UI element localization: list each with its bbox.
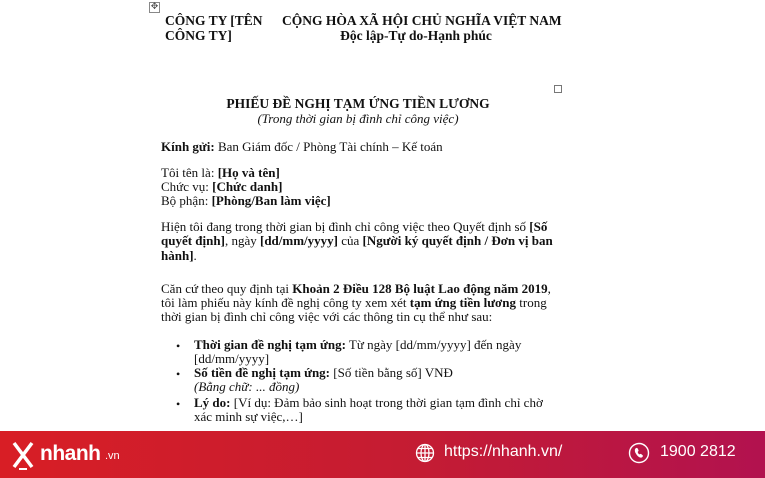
text-segment: quyết định] bbox=[161, 233, 225, 248]
checkbox-marker bbox=[554, 85, 562, 93]
text-segment bbox=[14, 443, 32, 467]
text-segment bbox=[161, 234, 553, 248]
text-segment: Kính gửi: bbox=[161, 139, 215, 154]
text-segment: • bbox=[176, 397, 181, 411]
text-segment: • bbox=[176, 339, 181, 353]
text-segment: [Phòng/Ban làm việc] bbox=[211, 193, 331, 208]
text-segment: , ngày bbox=[224, 233, 260, 248]
national-header bbox=[282, 13, 562, 43]
document-subtitle: (Trong thời gian bị đình chỉ công việc) bbox=[257, 111, 459, 126]
list-item bbox=[194, 366, 453, 380]
text-segment bbox=[161, 310, 492, 324]
text-segment: trong bbox=[516, 295, 547, 310]
text-segment: của bbox=[337, 233, 363, 248]
text-segment bbox=[161, 296, 547, 310]
text-segment: [Ví dụ: Đảm bảo sinh hoạt trong thời gian tạm đình chỉ chờ bbox=[230, 395, 543, 410]
globe-icon bbox=[415, 443, 435, 466]
text-segment: Từ ngày [dd/mm/yyyy] đến ngày bbox=[345, 337, 522, 352]
greeting bbox=[161, 140, 443, 154]
text-segment: Độc lập-Tự do-Hạnh phúc bbox=[340, 28, 492, 43]
text-segment: tạm ứng tiền lương bbox=[409, 295, 516, 310]
text-segment: Bộ phận: bbox=[161, 193, 212, 208]
phone-number[interactable]: 1900 2812 bbox=[660, 443, 736, 460]
company-name bbox=[165, 13, 263, 43]
table-move-handle-icon[interactable]: ✥ bbox=[150, 2, 159, 12]
text-segment: [Số bbox=[529, 219, 548, 234]
text-segment: CỘNG HÒA XÃ HỘI CHỦ NGHĨA VIỆT NAM bbox=[282, 13, 562, 28]
text-segment: hành] bbox=[161, 248, 194, 263]
text-segment bbox=[415, 443, 435, 463]
text-segment: Số tiền đề nghị tạm ứng: bbox=[194, 365, 331, 380]
text-segment: Thời gian đề nghị tạm ứng: bbox=[194, 337, 346, 352]
text-segment: Chức vụ: bbox=[161, 179, 213, 194]
text-segment: Lý do: bbox=[194, 395, 231, 410]
text-segment: , bbox=[547, 281, 551, 296]
document-title: PHIẾU ĐỀ NGHỊ TẠM ỨNG TIỀN LƯƠNG bbox=[226, 96, 490, 111]
text-segment bbox=[19, 468, 27, 470]
text-segment: Hiện tôi đang trong thời gian bị đình chỉ công việc theo Quyết định số bbox=[161, 219, 530, 234]
text-segment: • bbox=[176, 367, 181, 381]
text-segment: . bbox=[193, 248, 197, 263]
nhanh-logo-icon bbox=[10, 439, 36, 471]
text-segment: xác minh sự việc,…] bbox=[194, 409, 303, 424]
list-item bbox=[194, 396, 543, 410]
text-segment: CÔNG TY] bbox=[165, 28, 232, 43]
info-position bbox=[161, 180, 282, 194]
phone-icon bbox=[628, 442, 650, 467]
text-segment: [dd/mm/yyyy] bbox=[194, 351, 270, 366]
text-segment: (Bằng chữ: ... đồng) bbox=[194, 379, 300, 394]
text-segment: [Người ký quyết định / Đơn vị ban bbox=[362, 233, 553, 248]
text-segment: Khoản 2 Điều 128 Bộ luật Lao động năm 2019 bbox=[292, 281, 548, 296]
text-segment: Căn cứ theo quy định tại bbox=[161, 281, 293, 296]
text-segment bbox=[630, 444, 649, 463]
text-segment bbox=[628, 442, 650, 464]
footer-banner bbox=[0, 431, 765, 478]
text-segment: Tôi tên là: bbox=[161, 165, 218, 180]
text-segment: [dd/mm/yyyy] bbox=[259, 233, 338, 248]
text-segment: CÔNG TY [TÊN bbox=[165, 13, 263, 28]
text-segment: [Họ và tên] bbox=[217, 165, 280, 180]
text-segment bbox=[417, 445, 434, 462]
info-name bbox=[161, 166, 280, 180]
text-segment: [Chức danh] bbox=[212, 179, 283, 194]
text-segment: .vn bbox=[105, 450, 120, 462]
text-segment bbox=[161, 220, 547, 234]
text-segment: thời gian bị đình chỉ công việc với các thông tin cụ thể như sau: bbox=[161, 309, 493, 324]
text-segment: tôi làm phiếu này kính đề nghị công ty xem xét bbox=[161, 295, 410, 310]
text-segment bbox=[161, 249, 197, 263]
list-item bbox=[194, 338, 521, 352]
info-department bbox=[161, 194, 331, 208]
text-segment bbox=[635, 448, 643, 458]
text-segment bbox=[161, 282, 551, 296]
website-link[interactable]: https://nhanh.vn/ bbox=[444, 443, 563, 460]
text-segment: [Số tiền bằng số] VNĐ bbox=[330, 365, 453, 380]
text-segment: nhanh bbox=[40, 442, 101, 465]
nhanh-logo[interactable] bbox=[10, 439, 120, 474]
text-segment: Ban Giám đốc / Phòng Tài chính – Kế toán bbox=[214, 139, 443, 154]
